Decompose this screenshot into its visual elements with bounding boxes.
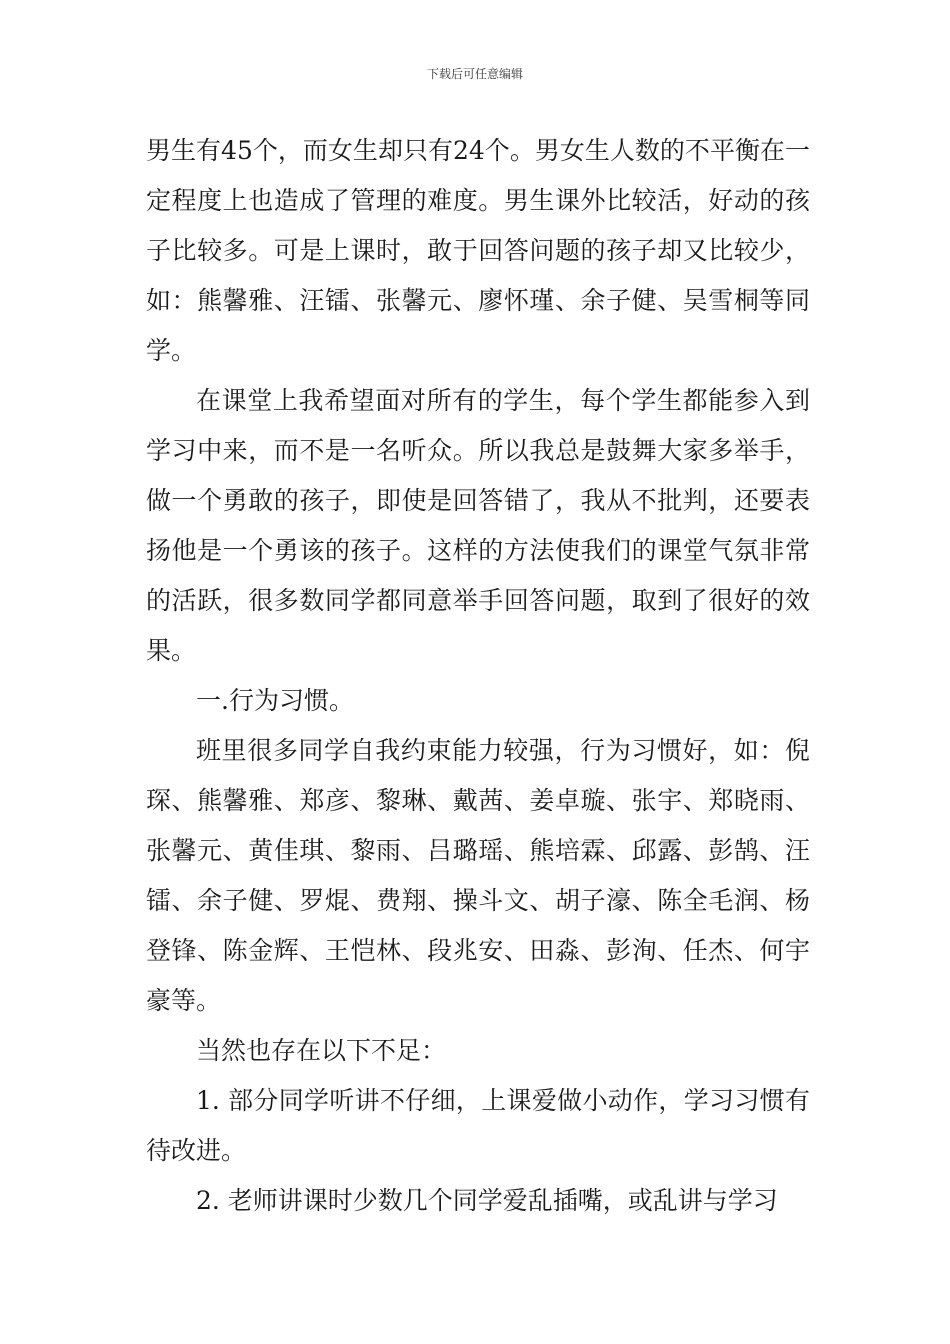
list-item-1: 1. 部分同学听讲不仔细，上课爱做小动作，学习习惯有待改进。 bbox=[146, 1086, 810, 1165]
paragraph-2: 在课堂上我希望面对所有的学生，每个学生都能参入到学习中来，而不是一名听众。所以我总是鼓舞大家多举手，做一个勇敢的孩子，即使是回答错了，我从不批判，还要表扬他是一个勇该的孩子。这样的方法使我们的课堂气氛非常的活跃，很多数同学都同意举手回答问题，取到了很好的效果。 bbox=[146, 386, 810, 665]
document-body bbox=[146, 126, 810, 1226]
page-header: 下载后可任意编辑 bbox=[426, 67, 523, 81]
paragraph-4: 当然也存在以下不足： bbox=[196, 1036, 447, 1065]
paragraph-3: 班里很多同学自我约束能力较强，行为习惯好，如：倪琛、熊馨雅、郑彦、黎琳、戴茜、姜卓璇、张宇、郑晓雨、张馨元、黄佳琪、黎雨、吕璐瑶、熊培霖、邱露、彭鹄、汪镭、余子健、罗焜、费翔、操斗文、胡子濠、陈全毛润、杨登锋、陈金辉、王恺林、段兆安、田淼、彭洵、任杰、何宇豪等。 bbox=[146, 736, 810, 1015]
section-heading-behavior: 一.行为习惯。 bbox=[196, 686, 354, 715]
list-item-2: 2. 老师讲课时少数几个同学爱乱插嘴，或乱讲与学习 bbox=[196, 1186, 778, 1215]
paragraph-1: 男生有45个，而女生却只有24个。男女生人数的不平衡在一定程度上也造成了管理的难度。男生课外比较活，好动的孩子比较多。可是上课时，敢于回答问题的孩子却又比较少，如：熊馨雅、汪镭、张馨元、廖怀瑾、余子健、吴雪桐等同学。 bbox=[146, 136, 810, 365]
